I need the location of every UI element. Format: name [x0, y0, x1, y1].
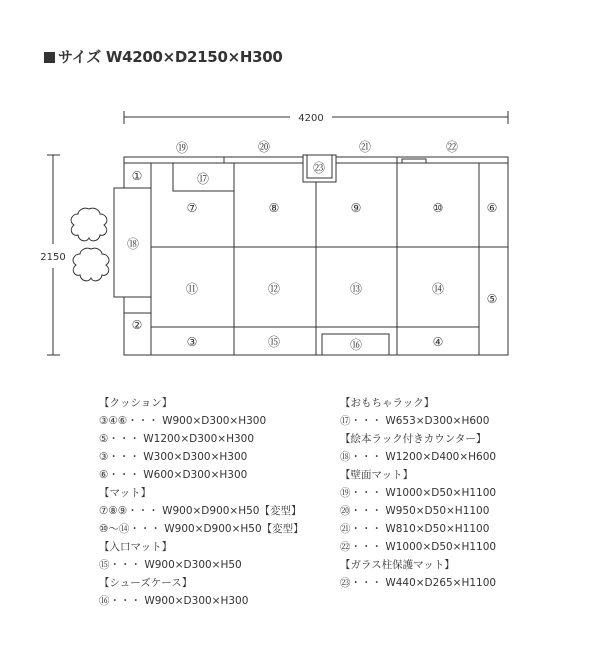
legend-left-line: ⑯・・・ W900×D300×H300: [99, 595, 249, 607]
label-22: ㉒: [445, 140, 459, 154]
wall-mat-notch: [402, 159, 426, 163]
label-9: ⑨: [350, 201, 362, 215]
label-19: ⑲: [175, 141, 189, 155]
label-12: ⑫: [267, 282, 281, 296]
label-1: ①: [131, 169, 143, 183]
label-4: ④: [432, 335, 444, 349]
legend-left-line: 【入口マット】: [99, 541, 173, 553]
label-18: ⑱: [126, 237, 140, 251]
cushion-shape-1: [71, 208, 107, 241]
title-text: サイズ W4200×D2150×H300: [58, 48, 283, 66]
legend-left-line: ⑥・・・ W600×D300×H300: [99, 469, 248, 481]
legend-right: [340, 394, 496, 592]
legend-left-line: ⑤・・・ W1200×D300×H300: [99, 433, 255, 445]
label-6: ⑥: [486, 201, 498, 215]
legend-left-line: ⑦⑧⑨・・・ W900×D900×H50【変型】: [99, 505, 302, 517]
legend-right-line: ㉒・・・ W1000×D50×H1100: [340, 541, 497, 553]
label-16: ⑯: [349, 338, 363, 352]
label-11: ⑪: [185, 282, 199, 296]
legend-right-line: 【絵本ラック付きカウンター】: [340, 433, 487, 445]
label-8: ⑧: [268, 201, 280, 215]
label-14: ⑭: [431, 282, 445, 296]
label-21: ㉑: [358, 140, 372, 154]
label-20: ⑳: [257, 140, 271, 154]
legend-right-line: ⑰・・・ W653×D300×H600: [340, 415, 490, 427]
width-label: 4200: [298, 113, 324, 124]
legend-right-line: ⑳・・・ W950×D50×H1100: [340, 505, 490, 517]
legend-left-line: 【マット】: [99, 487, 152, 499]
legend-right-line: ⑲・・・ W1000×D50×H1100: [340, 487, 497, 499]
legend-left-line: ③④⑥・・・ W900×D300×H300: [99, 415, 267, 427]
legend-right-line: ㉑・・・ W810×D50×H1100: [340, 523, 490, 535]
label-10: ⑩: [432, 201, 444, 215]
label-5: ⑤: [486, 292, 498, 306]
legend-right-line: ㉓・・・ W440×D265×H1100: [340, 577, 497, 589]
legend-right-line: 【おもちゃラック】: [340, 397, 435, 409]
label-2: ②: [131, 318, 143, 332]
legend-left-line: 【クッション】: [99, 397, 173, 409]
label-15: ⑮: [267, 335, 281, 349]
legend-left-line: ③・・・ W300×D300×H300: [99, 451, 248, 463]
legend-left: [99, 394, 304, 610]
legend-left-line: 【シューズケース】: [99, 577, 193, 589]
depth-label: 2150: [40, 252, 66, 263]
legend-right-line: 【ガラス柱保護マット】: [340, 559, 455, 571]
label-13: ⑬: [349, 282, 363, 296]
label-17: ⑰: [196, 172, 210, 186]
label-3: ③: [186, 335, 198, 349]
label-7: ⑦: [186, 201, 198, 215]
legend-right-line: 【壁面マット】: [340, 469, 414, 481]
legend-left-line: ⑩～⑭・・・ W900×D900×H50【変型】: [99, 523, 304, 535]
cushion-shape-2: [73, 248, 109, 281]
legend-left-line: ⑮・・・ W900×D300×H50: [99, 559, 242, 571]
label-23: ㉓: [312, 161, 326, 175]
legend-right-line: ⑱・・・ W1200×D400×H600: [340, 451, 497, 463]
